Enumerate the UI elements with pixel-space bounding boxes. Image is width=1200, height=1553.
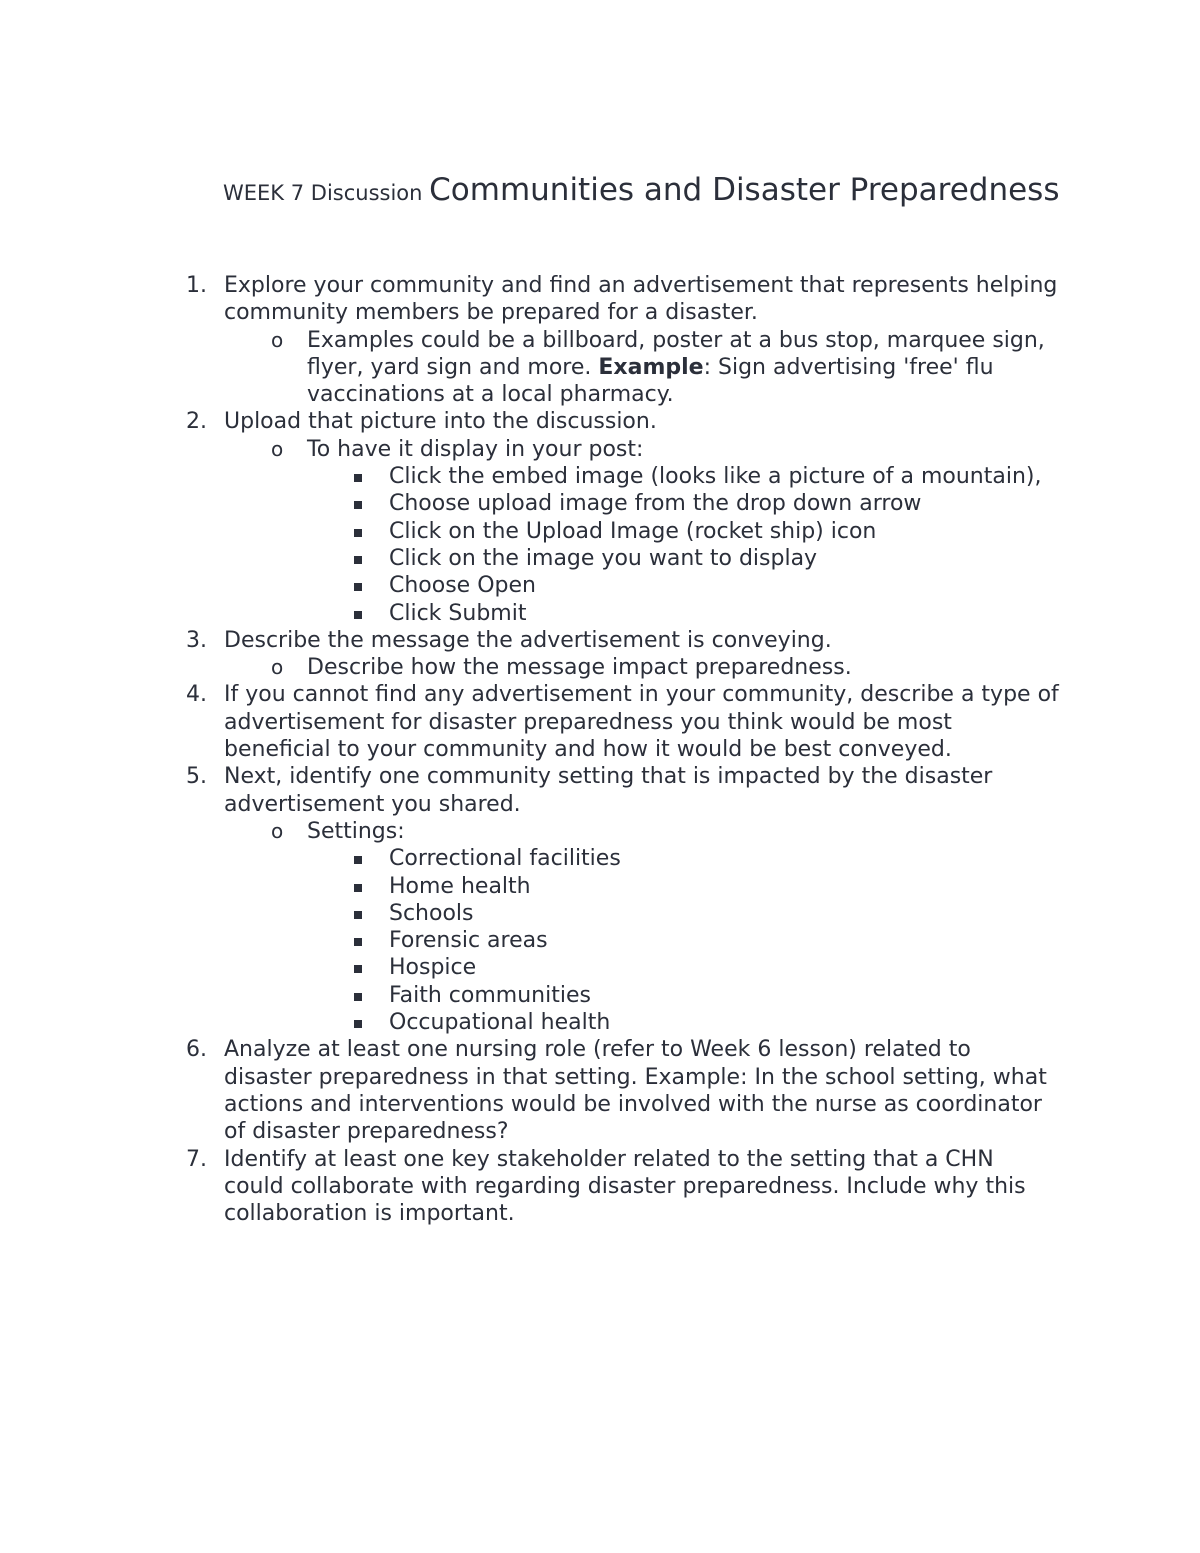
sub-item-text: Describe how the message impact preparedness.: [307, 655, 852, 681]
item-text: Upload that picture into the discussion.: [224, 409, 657, 435]
setting-text: Correctional facilities: [389, 846, 621, 872]
step-item: [0, 490, 1200, 517]
item-number: 5.: [186, 764, 207, 790]
step-item: [0, 545, 1200, 572]
sub-item-text: Examples could be a billboard, poster at a bus stop, marquee sign, flyer, yard sign and more.: [307, 327, 1045, 380]
step-text: Choose Open: [389, 573, 536, 599]
step-item: [0, 572, 1200, 599]
list-item-3: [0, 627, 1200, 654]
setting-text: Schools: [389, 900, 474, 926]
setting-text: Forensic areas: [389, 928, 548, 954]
setting-item: [0, 845, 1200, 872]
square-bullet-icon: [354, 993, 362, 1001]
list-item-5: [0, 763, 1200, 818]
square-bullet-icon: [354, 529, 362, 537]
circle-bullet-icon: o: [271, 818, 284, 843]
square-bullet-icon: [354, 583, 362, 591]
item-text: Identify at least one key stakeholder related to the setting that a CHN could collaborate with regarding disaster preparedness. Include why this collaboration is important.: [224, 1146, 1026, 1227]
circle-bullet-icon: o: [271, 655, 284, 680]
step-text: Click on the Upload Image (rocket ship) icon: [389, 518, 877, 544]
item-text: If you cannot find any advertisement in your community, describe a type of advertisement for disaster preparedness you think would be most beneficial to your community and how it would be best conveyed.: [224, 682, 1059, 763]
square-bullet-icon: [354, 938, 362, 946]
square-bullet-icon: [354, 474, 362, 482]
list-item-1: [0, 272, 1200, 327]
item-text: Next, identify one community setting that is impacted by the disaster advertisement you shared.: [224, 764, 993, 817]
sub-item-3a: [0, 654, 1200, 681]
step-text: Click on the image you want to display: [389, 545, 818, 571]
sub-item-1a: [0, 327, 1200, 409]
step-item: [0, 463, 1200, 490]
sub-item-text: Settings:: [307, 818, 405, 844]
item-number: 2.: [186, 409, 207, 435]
setting-text: Occupational health: [389, 1010, 611, 1036]
title-main: Communities and Disaster Preparedness: [429, 172, 1060, 208]
setting-item: [0, 927, 1200, 954]
sub-item-text-after: : Sign advertising 'free' flu vaccinations at a local pharmacy.: [307, 354, 994, 408]
square-bullet-icon: [354, 856, 362, 864]
item-text: Explore your community and find an advertisement that represents helping community members be prepared for a disaster.: [224, 273, 1058, 326]
square-bullet-icon: [354, 501, 362, 509]
step-text: Click the embed image (looks like a picture of a mountain),: [389, 464, 1042, 490]
item-number: 7.: [186, 1146, 207, 1172]
setting-item: [0, 900, 1200, 927]
square-bullet-icon: [354, 611, 362, 619]
step-item: [0, 518, 1200, 545]
sub-item-text: To have it display in your post:: [307, 436, 644, 462]
square-bullet-icon: [354, 965, 362, 973]
circle-bullet-icon: o: [271, 436, 284, 461]
setting-item: [0, 982, 1200, 1009]
circle-bullet-icon: o: [271, 327, 284, 352]
square-bullet-icon: [354, 884, 362, 892]
square-bullet-icon: [354, 1020, 362, 1028]
bold-example-label: Example: [598, 354, 704, 380]
setting-item: [0, 873, 1200, 900]
list-item-4: [0, 681, 1200, 763]
setting-text: Faith communities: [389, 982, 591, 1008]
item-text: Describe the message the advertisement is conveying.: [224, 627, 832, 653]
document-title: [223, 170, 1083, 209]
step-text: Choose upload image from the drop down arrow: [389, 491, 922, 517]
setting-item: [0, 1009, 1200, 1036]
step-text: Click Submit: [389, 600, 527, 626]
item-number: 6.: [186, 1037, 207, 1063]
step-item: [0, 600, 1200, 627]
list-item-6: [0, 1036, 1200, 1145]
item-number: 4.: [186, 682, 207, 708]
item-number: 1.: [186, 273, 207, 298]
square-bullet-icon: [354, 911, 362, 919]
sub-item-5a: [0, 818, 1200, 845]
item-number: 3.: [186, 627, 207, 653]
square-bullet-icon: [354, 556, 362, 564]
item-text: Analyze at least one nursing role (refer to Week 6 lesson) related to disaster preparedness in that setting. Example: In the school setting, what actions and interventions would be involved with the nurse as coordinator of disaster preparedness?: [224, 1037, 1047, 1145]
setting-text: Hospice: [389, 955, 477, 981]
list-item-7: [0, 1146, 1200, 1228]
title-prefix: WEEK 7 Discussion: [223, 181, 430, 205]
setting-text: Home health: [389, 873, 531, 899]
list-item-2: [0, 408, 1200, 435]
instruction-list: [0, 272, 1200, 1227]
sub-item-2a: [0, 436, 1200, 463]
setting-item: [0, 954, 1200, 981]
